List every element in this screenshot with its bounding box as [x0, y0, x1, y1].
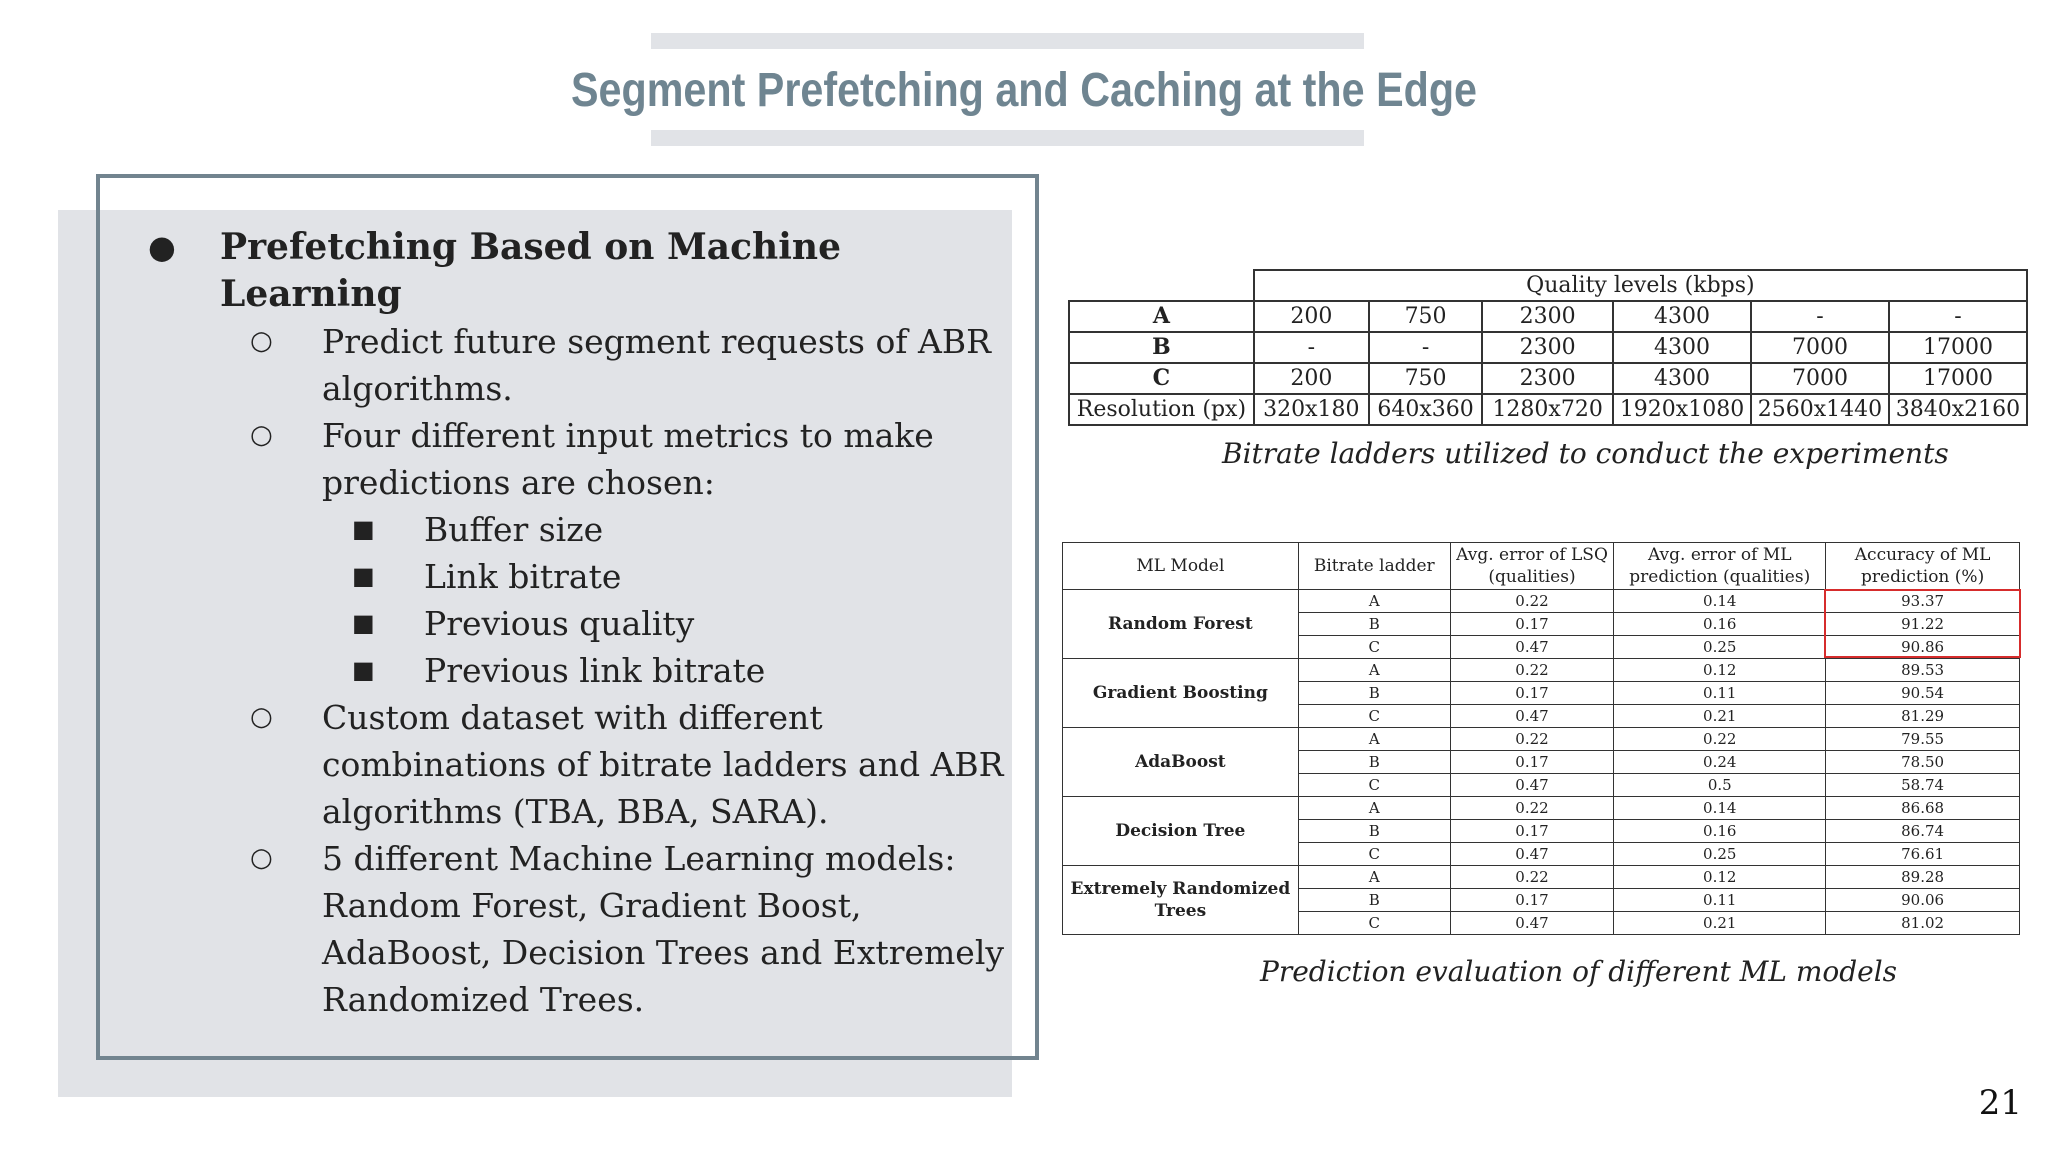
table-cell: - [1254, 332, 1369, 363]
table-row [1069, 301, 2027, 332]
table-cell: 0.17 [1450, 682, 1614, 705]
table-row [1063, 728, 2020, 751]
table-cell: B [1298, 889, 1450, 912]
table-cell: B [1298, 682, 1450, 705]
table-header-row [1069, 270, 2027, 301]
column-header: ML Model [1063, 543, 1299, 590]
table-cell: 0.16 [1614, 613, 1826, 636]
table-cell: A [1298, 659, 1450, 682]
table-cell: 3840x2160 [1889, 394, 2027, 425]
table-cell: 0.21 [1614, 705, 1826, 728]
table-header-cell: Quality levels (kbps) [1254, 270, 2027, 301]
model-name-cell: Random Forest [1063, 590, 1299, 659]
table-cell: A [1298, 797, 1450, 820]
table-cell: 0.47 [1450, 912, 1614, 935]
accuracy-highlight-box [1824, 589, 2021, 658]
table-cell: 0.22 [1450, 797, 1614, 820]
table-cell: 0.25 [1614, 843, 1826, 866]
table-cell: 58.74 [1826, 774, 2020, 797]
table-cell: 91.22 [1826, 613, 2020, 636]
table-cell: 2300 [1482, 332, 1613, 363]
table-row [1063, 797, 2020, 820]
table-row [1069, 394, 2027, 425]
table-cell: 0.22 [1450, 728, 1614, 751]
table-cell: 750 [1369, 363, 1482, 394]
bullet-heading: ● Prefetching Based on Machine Learning [148, 226, 841, 315]
table-cell: B [1298, 820, 1450, 843]
table-cell: - [1369, 332, 1482, 363]
table-cell: 0.22 [1450, 659, 1614, 682]
table-cell: 0.22 [1450, 590, 1614, 613]
table-cell: 0.16 [1614, 820, 1826, 843]
table-cell: 0.17 [1450, 820, 1614, 843]
bullet-circle-icon: ○ [250, 326, 273, 356]
table-cell: 0.21 [1614, 912, 1826, 935]
row-label: C [1069, 363, 1254, 394]
model-name-cell: Decision Tree [1063, 797, 1299, 866]
table-cell: 86.68 [1826, 797, 2020, 820]
table-cell: 90.54 [1826, 682, 2020, 705]
table-cell: 0.22 [1614, 728, 1826, 751]
table-cell: 0.47 [1450, 636, 1614, 659]
table-cell: - [1751, 301, 1889, 332]
table-cell: A [1298, 866, 1450, 889]
table-cell: 4300 [1613, 363, 1751, 394]
table-cell: 0.47 [1450, 705, 1614, 728]
table-cell: - [1889, 301, 2027, 332]
table-cell: 200 [1254, 363, 1369, 394]
table-cell: 1280x720 [1482, 394, 1613, 425]
table-cell: 0.47 [1450, 774, 1614, 797]
bullet-dot-icon: ● [148, 228, 176, 266]
table-cell: A [1298, 590, 1450, 613]
bitrate-ladder-table [1068, 269, 2028, 426]
table-cell: 7000 [1751, 332, 1889, 363]
bullet-square-icon: ■ [352, 562, 375, 590]
table-row [1069, 332, 2027, 363]
table-cell: 0.12 [1614, 866, 1826, 889]
table-cell: 0.17 [1450, 613, 1614, 636]
table-cell: 750 [1369, 301, 1482, 332]
bullet-square-icon: ■ [352, 609, 375, 637]
table-cell: 76.61 [1826, 843, 2020, 866]
bullet-circle-icon: ○ [250, 702, 273, 732]
table-cell: 17000 [1889, 363, 2027, 394]
model-name-cell: AdaBoost [1063, 728, 1299, 797]
page-number: 21 [1978, 1083, 2022, 1123]
model-name-cell: Gradient Boosting [1063, 659, 1299, 728]
table-row [1063, 659, 2020, 682]
table-cell: C [1298, 774, 1450, 797]
table-cell: 0.5 [1614, 774, 1826, 797]
bullet-circle-icon: ○ [250, 843, 273, 873]
table-cell: A [1298, 728, 1450, 751]
row-label: A [1069, 301, 1254, 332]
table-header-row [1063, 543, 2020, 590]
table-row [1063, 866, 2020, 889]
table-cell: 89.53 [1826, 659, 2020, 682]
table-cell: 640x360 [1369, 394, 1482, 425]
bullet-square-icon: ■ [352, 656, 375, 684]
table-cell: 79.55 [1826, 728, 2020, 751]
table-cell: 0.25 [1614, 636, 1826, 659]
title-decor-bar-top [651, 33, 1364, 49]
bullet-square-icon: ■ [352, 515, 375, 543]
bullet-item: ○ Custom dataset with different combinations of bitrate ladders and ABR algorithms (TBA, BBA, SARA). [140, 694, 1020, 835]
table-cell: 0.12 [1614, 659, 1826, 682]
table-cell: 4300 [1613, 301, 1751, 332]
column-header: Bitrate ladder [1298, 543, 1450, 590]
table-cell: C [1298, 636, 1450, 659]
table-cell: 0.17 [1450, 751, 1614, 774]
bullet-list [140, 224, 1020, 1023]
table-cell: 0.22 [1450, 866, 1614, 889]
table-cell: 86.74 [1826, 820, 2020, 843]
table-cell: 0.11 [1614, 682, 1826, 705]
sub-bullet-item: ■ Link bitrate [140, 553, 1020, 600]
table-cell: C [1298, 705, 1450, 728]
row-label: B [1069, 332, 1254, 363]
table-cell: 90.06 [1826, 889, 2020, 912]
table-cell: 0.11 [1614, 889, 1826, 912]
row-label: Resolution (px) [1069, 394, 1254, 425]
table-cell: 320x180 [1254, 394, 1369, 425]
sub-bullet-item: ■ Previous quality [140, 600, 1020, 647]
table-cell: 90.86 [1826, 636, 2020, 659]
table-cell: B [1298, 751, 1450, 774]
table-cell: 0.17 [1450, 889, 1614, 912]
sub-bullet-item: ■ Buffer size [140, 506, 1020, 553]
table-cell: 0.14 [1614, 797, 1826, 820]
table-cell: 78.50 [1826, 751, 2020, 774]
table-cell: 0.14 [1614, 590, 1826, 613]
column-header: Accuracy of ML prediction (%) [1826, 543, 2020, 590]
bullet-item: ○ Four different input metrics to make predictions are chosen: [140, 412, 1020, 506]
slide-title: Segment Prefetching and Caching at the Edge [570, 64, 1478, 117]
column-header: Avg. error of LSQ (qualities) [1450, 543, 1614, 590]
ladder-table-caption: Bitrate ladders utilized to conduct the experiments [1222, 437, 1949, 470]
table-cell: 81.02 [1826, 912, 2020, 935]
column-header: Avg. error of ML prediction (qualities) [1614, 543, 1826, 590]
table-cell: 2300 [1482, 363, 1613, 394]
table-cell: C [1298, 843, 1450, 866]
table-cell: 200 [1254, 301, 1369, 332]
table-cell: 0.47 [1450, 843, 1614, 866]
table-cell: 17000 [1889, 332, 2027, 363]
table-cell: B [1298, 613, 1450, 636]
table-cell: C [1298, 912, 1450, 935]
table-cell: 1920x1080 [1613, 394, 1751, 425]
table-cell: 89.28 [1826, 866, 2020, 889]
table-cell: 2300 [1482, 301, 1613, 332]
bullet-item: ○ 5 different Machine Learning models: Random Forest, Gradient Boost, AdaBoost, Decision Trees and Extremely Randomized Trees. [140, 835, 1020, 1023]
table-cell: 81.29 [1826, 705, 2020, 728]
table-cell: 0.24 [1614, 751, 1826, 774]
table-cell: 93.37 [1826, 590, 2020, 613]
bullet-circle-icon: ○ [250, 420, 273, 450]
table-cell: 7000 [1751, 363, 1889, 394]
bullet-item: ○ Predict future segment requests of ABR algorithms. [140, 318, 1020, 412]
sub-bullet-item: ■ Previous link bitrate [140, 647, 1020, 694]
table-cell: 4300 [1613, 332, 1751, 363]
table-cell: 2560x1440 [1751, 394, 1889, 425]
table-row [1069, 363, 2027, 394]
title-decor-bar-bottom [651, 130, 1364, 146]
ml-table-caption: Prediction evaluation of different ML models [1260, 955, 1898, 988]
model-name-cell: Extremely Randomized Trees [1063, 866, 1299, 935]
